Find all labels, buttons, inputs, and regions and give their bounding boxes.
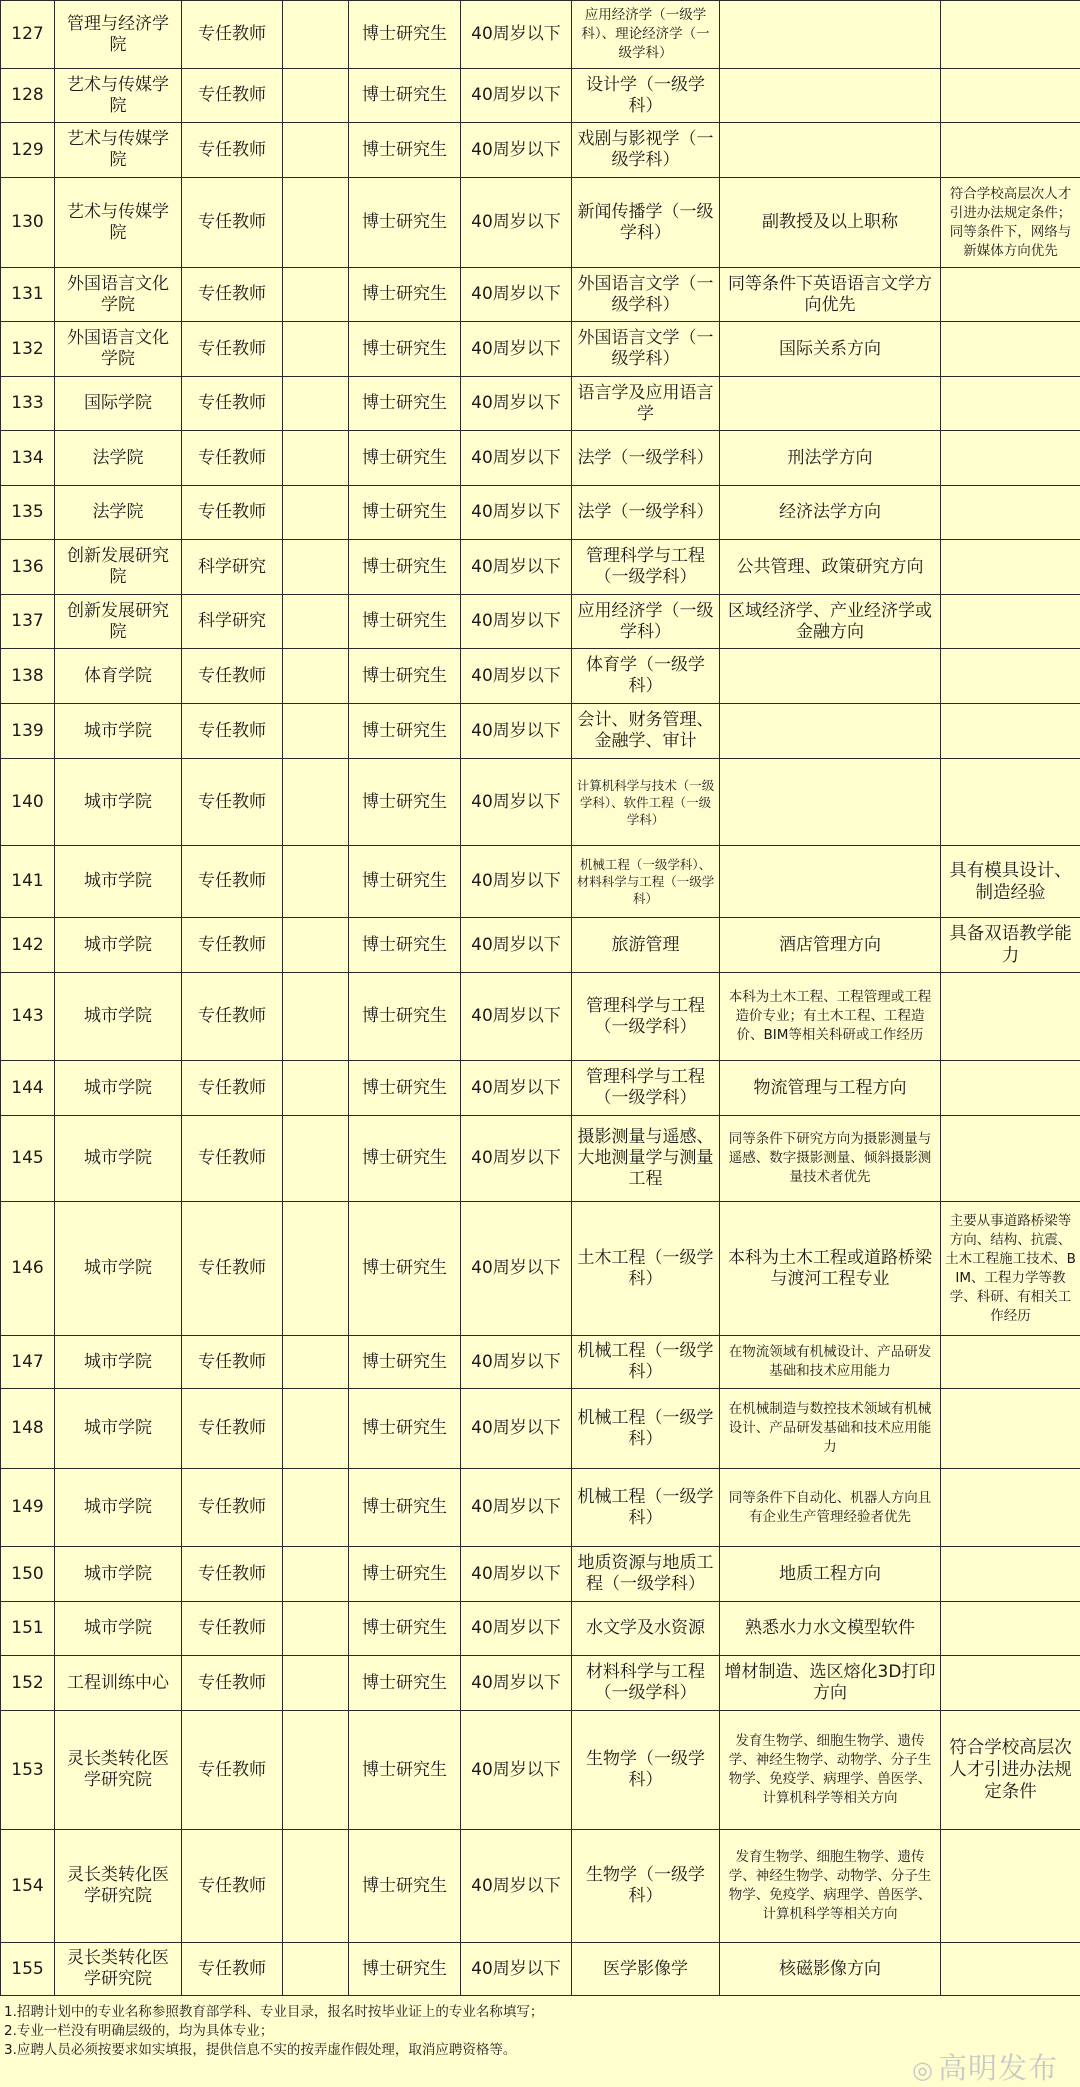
row-number: 153 bbox=[1, 1711, 55, 1830]
row-number: 138 bbox=[1, 649, 55, 704]
age-cell: 40周岁以下 bbox=[461, 377, 572, 431]
degree-cell: 博士研究生 bbox=[349, 1389, 461, 1469]
unit-cell: 灵长类转化医学研究院 bbox=[55, 1711, 182, 1830]
table-row bbox=[1, 1116, 1080, 1202]
requirements-cell bbox=[941, 1656, 1080, 1711]
degree-cell: 博士研究生 bbox=[349, 178, 461, 268]
unit-cell: 创新发展研究院 bbox=[55, 540, 182, 595]
position-type-cell: 专任教师 bbox=[182, 431, 283, 486]
direction-cell: 公共管理、政策研究方向 bbox=[720, 540, 941, 595]
degree-cell: 博士研究生 bbox=[349, 1336, 461, 1389]
unit-cell: 城市学院 bbox=[55, 1061, 182, 1116]
blank-cell bbox=[283, 704, 349, 759]
requirements-cell bbox=[941, 595, 1080, 649]
age-cell: 40周岁以下 bbox=[461, 1547, 572, 1602]
unit-cell: 艺术与传媒学院 bbox=[55, 69, 182, 123]
degree-cell: 博士研究生 bbox=[349, 431, 461, 486]
table-row bbox=[1, 540, 1080, 595]
age-cell: 40周岁以下 bbox=[461, 918, 572, 973]
age-cell: 40周岁以下 bbox=[461, 431, 572, 486]
table-row bbox=[1, 1469, 1080, 1547]
major-cell: 设计学（一级学科） bbox=[572, 69, 720, 123]
table-row bbox=[1, 377, 1080, 431]
major-cell: 应用经济学（一级学科）、理论经济学（一级学科） bbox=[572, 1, 720, 69]
blank-cell bbox=[283, 759, 349, 846]
row-number: 154 bbox=[1, 1830, 55, 1943]
unit-cell: 城市学院 bbox=[55, 1469, 182, 1547]
age-cell: 40周岁以下 bbox=[461, 1116, 572, 1202]
blank-cell bbox=[283, 540, 349, 595]
age-cell: 40周岁以下 bbox=[461, 1336, 572, 1389]
direction-cell: 酒店管理方向 bbox=[720, 918, 941, 973]
requirements-cell bbox=[941, 377, 1080, 431]
position-type-cell: 专任教师 bbox=[182, 973, 283, 1061]
position-type-cell: 专任教师 bbox=[182, 1389, 283, 1469]
degree-cell: 博士研究生 bbox=[349, 123, 461, 178]
position-type-cell: 专任教师 bbox=[182, 1711, 283, 1830]
requirements-cell bbox=[941, 1, 1080, 69]
unit-cell: 城市学院 bbox=[55, 1602, 182, 1656]
age-cell: 40周岁以下 bbox=[461, 486, 572, 540]
requirements-cell: 具有模具设计、制造经验 bbox=[941, 846, 1080, 918]
degree-cell: 博士研究生 bbox=[349, 1116, 461, 1202]
blank-cell bbox=[283, 1711, 349, 1830]
position-type-cell: 专任教师 bbox=[182, 649, 283, 704]
degree-cell: 博士研究生 bbox=[349, 649, 461, 704]
blank-cell bbox=[283, 69, 349, 123]
degree-cell: 博士研究生 bbox=[349, 322, 461, 377]
position-type-cell: 专任教师 bbox=[182, 123, 283, 178]
position-type-cell: 专任教师 bbox=[182, 1202, 283, 1336]
requirements-cell bbox=[941, 1116, 1080, 1202]
requirements-cell bbox=[941, 649, 1080, 704]
blank-cell bbox=[283, 918, 349, 973]
unit-cell: 城市学院 bbox=[55, 918, 182, 973]
major-cell: 管理科学与工程（一级学科） bbox=[572, 1061, 720, 1116]
degree-cell: 博士研究生 bbox=[349, 1830, 461, 1943]
blank-cell bbox=[283, 1656, 349, 1711]
major-cell: 水文学及水资源 bbox=[572, 1602, 720, 1656]
direction-cell: 区域经济学、产业经济学或金融方向 bbox=[720, 595, 941, 649]
requirements-cell bbox=[941, 1389, 1080, 1469]
row-number: 130 bbox=[1, 178, 55, 268]
direction-cell bbox=[720, 1, 941, 69]
table-row bbox=[1, 1, 1080, 69]
position-type-cell: 专任教师 bbox=[182, 704, 283, 759]
table-row bbox=[1, 1711, 1080, 1830]
age-cell: 40周岁以下 bbox=[461, 1389, 572, 1469]
direction-cell: 发育生物学、细胞生物学、遗传学、神经生物学、动物学、分子生物学、免疫学、病理学、兽医学、计算机科学等相关方向 bbox=[720, 1711, 941, 1830]
blank-cell bbox=[283, 1602, 349, 1656]
requirements-cell: 具备双语教学能力 bbox=[941, 918, 1080, 973]
degree-cell: 博士研究生 bbox=[349, 69, 461, 123]
direction-cell: 同等条件下英语语言文学方向优先 bbox=[720, 268, 941, 322]
major-cell: 会计、财务管理、金融学、审计 bbox=[572, 704, 720, 759]
age-cell: 40周岁以下 bbox=[461, 704, 572, 759]
major-cell: 计算机科学与技术（一级学科）、软件工程（一级学科） bbox=[572, 759, 720, 846]
position-type-cell: 专任教师 bbox=[182, 486, 283, 540]
age-cell: 40周岁以下 bbox=[461, 1061, 572, 1116]
row-number: 135 bbox=[1, 486, 55, 540]
age-cell: 40周岁以下 bbox=[461, 973, 572, 1061]
position-type-cell: 专任教师 bbox=[182, 322, 283, 377]
requirements-cell bbox=[941, 1469, 1080, 1547]
major-cell: 医学影像学 bbox=[572, 1943, 720, 1996]
position-type-cell: 专任教师 bbox=[182, 1061, 283, 1116]
unit-cell: 法学院 bbox=[55, 431, 182, 486]
position-type-cell: 专任教师 bbox=[182, 377, 283, 431]
row-number: 132 bbox=[1, 322, 55, 377]
requirements-cell: 符合学校高层次人才引进办法规定条件 bbox=[941, 1711, 1080, 1830]
table-row bbox=[1, 486, 1080, 540]
major-cell: 生物学（一级学科） bbox=[572, 1830, 720, 1943]
table-row bbox=[1, 268, 1080, 322]
watermark-text: 高明发布 bbox=[938, 2051, 1058, 2085]
age-cell: 40周岁以下 bbox=[461, 1943, 572, 1996]
row-number: 136 bbox=[1, 540, 55, 595]
direction-cell: 发育生物学、细胞生物学、遗传学、神经生物学、动物学、分子生物学、免疫学、病理学、兽医学、计算机科学等相关方向 bbox=[720, 1830, 941, 1943]
requirements-cell bbox=[941, 322, 1080, 377]
table-row bbox=[1, 595, 1080, 649]
degree-cell: 博士研究生 bbox=[349, 918, 461, 973]
age-cell: 40周岁以下 bbox=[461, 595, 572, 649]
unit-cell: 艺术与传媒学院 bbox=[55, 178, 182, 268]
table-row bbox=[1, 973, 1080, 1061]
row-number: 147 bbox=[1, 1336, 55, 1389]
requirements-cell bbox=[941, 704, 1080, 759]
major-cell: 管理科学与工程（一级学科） bbox=[572, 540, 720, 595]
blank-cell bbox=[283, 1389, 349, 1469]
age-cell: 40周岁以下 bbox=[461, 649, 572, 704]
blank-cell bbox=[283, 595, 349, 649]
degree-cell: 博士研究生 bbox=[349, 268, 461, 322]
unit-cell: 城市学院 bbox=[55, 704, 182, 759]
position-type-cell: 专任教师 bbox=[182, 1547, 283, 1602]
blank-cell bbox=[283, 322, 349, 377]
degree-cell: 博士研究生 bbox=[349, 1061, 461, 1116]
unit-cell: 城市学院 bbox=[55, 1202, 182, 1336]
major-cell: 应用经济学（一级学科） bbox=[572, 595, 720, 649]
blank-cell bbox=[283, 973, 349, 1061]
unit-cell: 工程训练中心 bbox=[55, 1656, 182, 1711]
position-type-cell: 专任教师 bbox=[182, 918, 283, 973]
table-row bbox=[1, 704, 1080, 759]
watermark bbox=[912, 2046, 1058, 2087]
major-cell: 摄影测量与遥感、大地测量学与测量工程 bbox=[572, 1116, 720, 1202]
blank-cell bbox=[283, 486, 349, 540]
table-row bbox=[1, 322, 1080, 377]
degree-cell: 博士研究生 bbox=[349, 973, 461, 1061]
footnote-3: 3.应聘人员必须按要求如实填报，提供信息不实的按弄虚作假处理，取消应聘资格等。 bbox=[4, 2041, 1074, 2060]
row-number: 148 bbox=[1, 1389, 55, 1469]
blank-cell bbox=[283, 649, 349, 704]
position-type-cell: 专任教师 bbox=[182, 846, 283, 918]
unit-cell: 艺术与传媒学院 bbox=[55, 123, 182, 178]
row-number: 152 bbox=[1, 1656, 55, 1711]
major-cell: 外国语言文学（一级学科） bbox=[572, 322, 720, 377]
direction-cell: 地质工程方向 bbox=[720, 1547, 941, 1602]
blank-cell bbox=[283, 377, 349, 431]
table-row bbox=[1, 1547, 1080, 1602]
position-type-cell: 专任教师 bbox=[182, 178, 283, 268]
table-row bbox=[1, 1656, 1080, 1711]
requirements-cell bbox=[941, 268, 1080, 322]
direction-cell: 副教授及以上职称 bbox=[720, 178, 941, 268]
position-type-cell: 专任教师 bbox=[182, 1469, 283, 1547]
position-type-cell: 专任教师 bbox=[182, 268, 283, 322]
table-row bbox=[1, 178, 1080, 268]
major-cell: 戏剧与影视学（一级学科） bbox=[572, 123, 720, 178]
table-body bbox=[1, 1, 1080, 1996]
unit-cell: 城市学院 bbox=[55, 973, 182, 1061]
degree-cell: 博士研究生 bbox=[349, 595, 461, 649]
direction-cell: 本科为土木工程、工程管理或工程造价专业；有土木工程、工程造价、BIM等相关科研或工作经历 bbox=[720, 973, 941, 1061]
position-type-cell: 科学研究 bbox=[182, 595, 283, 649]
row-number: 131 bbox=[1, 268, 55, 322]
direction-cell bbox=[720, 69, 941, 123]
unit-cell: 城市学院 bbox=[55, 1547, 182, 1602]
major-cell: 法学（一级学科） bbox=[572, 431, 720, 486]
row-number: 144 bbox=[1, 1061, 55, 1116]
requirements-cell: 符合学校高层次人才引进办法规定条件；同等条件下，网络与新媒体方向优先 bbox=[941, 178, 1080, 268]
table-row bbox=[1, 1389, 1080, 1469]
footnote-1: 1.招聘计划中的专业名称参照教育部学科、专业目录，报名时按毕业证上的专业名称填写； bbox=[4, 2003, 1074, 2022]
degree-cell: 博士研究生 bbox=[349, 540, 461, 595]
table-row bbox=[1, 1943, 1080, 1996]
row-number: 143 bbox=[1, 973, 55, 1061]
row-number: 129 bbox=[1, 123, 55, 178]
age-cell: 40周岁以下 bbox=[461, 846, 572, 918]
direction-cell bbox=[720, 377, 941, 431]
age-cell: 40周岁以下 bbox=[461, 69, 572, 123]
direction-cell bbox=[720, 649, 941, 704]
degree-cell: 博士研究生 bbox=[349, 1, 461, 69]
row-number: 139 bbox=[1, 704, 55, 759]
row-number: 145 bbox=[1, 1116, 55, 1202]
position-type-cell: 专任教师 bbox=[182, 1943, 283, 1996]
row-number: 151 bbox=[1, 1602, 55, 1656]
age-cell: 40周岁以下 bbox=[461, 1469, 572, 1547]
table-row bbox=[1, 69, 1080, 123]
position-type-cell: 专任教师 bbox=[182, 1830, 283, 1943]
row-number: 146 bbox=[1, 1202, 55, 1336]
direction-cell: 同等条件下研究方向为摄影测量与遥感、数字摄影测量、倾斜摄影测量技术者优先 bbox=[720, 1116, 941, 1202]
requirements-cell bbox=[941, 1336, 1080, 1389]
major-cell: 新闻传播学（一级学科） bbox=[572, 178, 720, 268]
footnote-2: 2.专业一栏没有明确层级的，均为具体专业； bbox=[4, 2022, 1074, 2041]
row-number: 134 bbox=[1, 431, 55, 486]
position-type-cell: 专任教师 bbox=[182, 1602, 283, 1656]
blank-cell bbox=[283, 268, 349, 322]
requirements-cell bbox=[941, 1547, 1080, 1602]
table-row bbox=[1, 1336, 1080, 1389]
direction-cell: 国际关系方向 bbox=[720, 322, 941, 377]
degree-cell: 博士研究生 bbox=[349, 1602, 461, 1656]
degree-cell: 博士研究生 bbox=[349, 1656, 461, 1711]
unit-cell: 管理与经济学院 bbox=[55, 1, 182, 69]
table-row bbox=[1, 1602, 1080, 1656]
requirements-cell: 主要从事道路桥梁等方向、结构、抗震、土木工程施工技术、BIM、工程力学等教学、科研、有相关工作经历 bbox=[941, 1202, 1080, 1336]
degree-cell: 博士研究生 bbox=[349, 377, 461, 431]
row-number: 140 bbox=[1, 759, 55, 846]
position-type-cell: 专任教师 bbox=[182, 1656, 283, 1711]
age-cell: 40周岁以下 bbox=[461, 1202, 572, 1336]
age-cell: 40周岁以下 bbox=[461, 1, 572, 69]
direction-cell bbox=[720, 846, 941, 918]
table-row bbox=[1, 1202, 1080, 1336]
unit-cell: 灵长类转化医学研究院 bbox=[55, 1943, 182, 1996]
position-type-cell: 专任教师 bbox=[182, 1, 283, 69]
major-cell: 旅游管理 bbox=[572, 918, 720, 973]
direction-cell: 在机械制造与数控技术领域有机械设计、产品研发基础和技术应用能力 bbox=[720, 1389, 941, 1469]
row-number: 149 bbox=[1, 1469, 55, 1547]
table-row bbox=[1, 123, 1080, 178]
blank-cell bbox=[283, 1116, 349, 1202]
major-cell: 体育学（一级学科） bbox=[572, 649, 720, 704]
table-row bbox=[1, 918, 1080, 973]
direction-cell: 本科为土木工程或道路桥梁与渡河工程专业 bbox=[720, 1202, 941, 1336]
age-cell: 40周岁以下 bbox=[461, 540, 572, 595]
weibo-icon: ◎ bbox=[912, 2056, 934, 2084]
degree-cell: 博士研究生 bbox=[349, 1202, 461, 1336]
age-cell: 40周岁以下 bbox=[461, 268, 572, 322]
major-cell: 外国语言文学（一级学科） bbox=[572, 268, 720, 322]
requirements-cell bbox=[941, 1943, 1080, 1996]
direction-cell: 增材制造、选区熔化3D打印方向 bbox=[720, 1656, 941, 1711]
unit-cell: 城市学院 bbox=[55, 1336, 182, 1389]
row-number: 137 bbox=[1, 595, 55, 649]
major-cell: 机械工程（一级学科） bbox=[572, 1336, 720, 1389]
degree-cell: 博士研究生 bbox=[349, 1469, 461, 1547]
degree-cell: 博士研究生 bbox=[349, 1711, 461, 1830]
age-cell: 40周岁以下 bbox=[461, 1711, 572, 1830]
major-cell: 语言学及应用语言学 bbox=[572, 377, 720, 431]
requirements-cell bbox=[941, 1830, 1080, 1943]
requirements-cell bbox=[941, 123, 1080, 178]
requirements-cell bbox=[941, 431, 1080, 486]
blank-cell bbox=[283, 123, 349, 178]
major-cell: 材料科学与工程（一级学科） bbox=[572, 1656, 720, 1711]
age-cell: 40周岁以下 bbox=[461, 759, 572, 846]
major-cell: 机械工程（一级学科） bbox=[572, 1469, 720, 1547]
degree-cell: 博士研究生 bbox=[349, 1943, 461, 1996]
position-type-cell: 专任教师 bbox=[182, 759, 283, 846]
blank-cell bbox=[283, 1, 349, 69]
table-row bbox=[1, 1061, 1080, 1116]
table-row bbox=[1, 846, 1080, 918]
direction-cell: 物流管理与工程方向 bbox=[720, 1061, 941, 1116]
age-cell: 40周岁以下 bbox=[461, 123, 572, 178]
unit-cell: 城市学院 bbox=[55, 846, 182, 918]
degree-cell: 博士研究生 bbox=[349, 1547, 461, 1602]
row-number: 128 bbox=[1, 69, 55, 123]
degree-cell: 博士研究生 bbox=[349, 846, 461, 918]
direction-cell: 在物流领域有机械设计、产品研发基础和技术应用能力 bbox=[720, 1336, 941, 1389]
table-row bbox=[1, 1830, 1080, 1943]
major-cell: 管理科学与工程（一级学科） bbox=[572, 973, 720, 1061]
major-cell: 机械工程（一级学科） bbox=[572, 1389, 720, 1469]
direction-cell: 核磁影像方向 bbox=[720, 1943, 941, 1996]
direction-cell bbox=[720, 704, 941, 759]
age-cell: 40周岁以下 bbox=[461, 1656, 572, 1711]
direction-cell: 经济法学方向 bbox=[720, 486, 941, 540]
unit-cell: 创新发展研究院 bbox=[55, 595, 182, 649]
unit-cell: 城市学院 bbox=[55, 1116, 182, 1202]
degree-cell: 博士研究生 bbox=[349, 486, 461, 540]
age-cell: 40周岁以下 bbox=[461, 1602, 572, 1656]
direction-cell: 刑法学方向 bbox=[720, 431, 941, 486]
blank-cell bbox=[283, 1830, 349, 1943]
blank-cell bbox=[283, 1336, 349, 1389]
position-type-cell: 专任教师 bbox=[182, 69, 283, 123]
degree-cell: 博士研究生 bbox=[349, 704, 461, 759]
requirements-cell bbox=[941, 69, 1080, 123]
blank-cell bbox=[283, 1469, 349, 1547]
blank-cell bbox=[283, 431, 349, 486]
major-cell: 地质资源与地质工程（一级学科） bbox=[572, 1547, 720, 1602]
age-cell: 40周岁以下 bbox=[461, 1830, 572, 1943]
unit-cell: 国际学院 bbox=[55, 377, 182, 431]
age-cell: 40周岁以下 bbox=[461, 178, 572, 268]
requirements-cell bbox=[941, 1602, 1080, 1656]
blank-cell bbox=[283, 178, 349, 268]
direction-cell bbox=[720, 759, 941, 846]
unit-cell: 外国语言文化学院 bbox=[55, 322, 182, 377]
direction-cell bbox=[720, 123, 941, 178]
unit-cell: 体育学院 bbox=[55, 649, 182, 704]
table-row bbox=[1, 431, 1080, 486]
position-type-cell: 专任教师 bbox=[182, 1336, 283, 1389]
requirements-cell bbox=[941, 540, 1080, 595]
requirements-cell bbox=[941, 973, 1080, 1061]
table-row bbox=[1, 649, 1080, 704]
blank-cell bbox=[283, 1202, 349, 1336]
table-row bbox=[1, 759, 1080, 846]
direction-cell: 熟悉水力水文模型软件 bbox=[720, 1602, 941, 1656]
blank-cell bbox=[283, 1061, 349, 1116]
position-type-cell: 专任教师 bbox=[182, 1116, 283, 1202]
row-number: 142 bbox=[1, 918, 55, 973]
unit-cell: 法学院 bbox=[55, 486, 182, 540]
age-cell: 40周岁以下 bbox=[461, 322, 572, 377]
blank-cell bbox=[283, 1943, 349, 1996]
row-number: 141 bbox=[1, 846, 55, 918]
row-number: 155 bbox=[1, 1943, 55, 1996]
row-number: 127 bbox=[1, 1, 55, 69]
major-cell: 法学（一级学科） bbox=[572, 486, 720, 540]
blank-cell bbox=[283, 1547, 349, 1602]
major-cell: 机械工程（一级学科）、材料科学与工程（一级学科） bbox=[572, 846, 720, 918]
unit-cell: 城市学院 bbox=[55, 759, 182, 846]
unit-cell: 灵长类转化医学研究院 bbox=[55, 1830, 182, 1943]
requirements-cell bbox=[941, 1061, 1080, 1116]
requirements-cell bbox=[941, 759, 1080, 846]
major-cell: 生物学（一级学科） bbox=[572, 1711, 720, 1830]
row-number: 133 bbox=[1, 377, 55, 431]
unit-cell: 城市学院 bbox=[55, 1389, 182, 1469]
row-number: 150 bbox=[1, 1547, 55, 1602]
blank-cell bbox=[283, 846, 349, 918]
direction-cell: 同等条件下自动化、机器人方向且有企业生产管理经验者优先 bbox=[720, 1469, 941, 1547]
major-cell: 土木工程（一级学科） bbox=[572, 1202, 720, 1336]
position-type-cell: 科学研究 bbox=[182, 540, 283, 595]
unit-cell: 外国语言文化学院 bbox=[55, 268, 182, 322]
degree-cell: 博士研究生 bbox=[349, 759, 461, 846]
requirements-cell bbox=[941, 486, 1080, 540]
